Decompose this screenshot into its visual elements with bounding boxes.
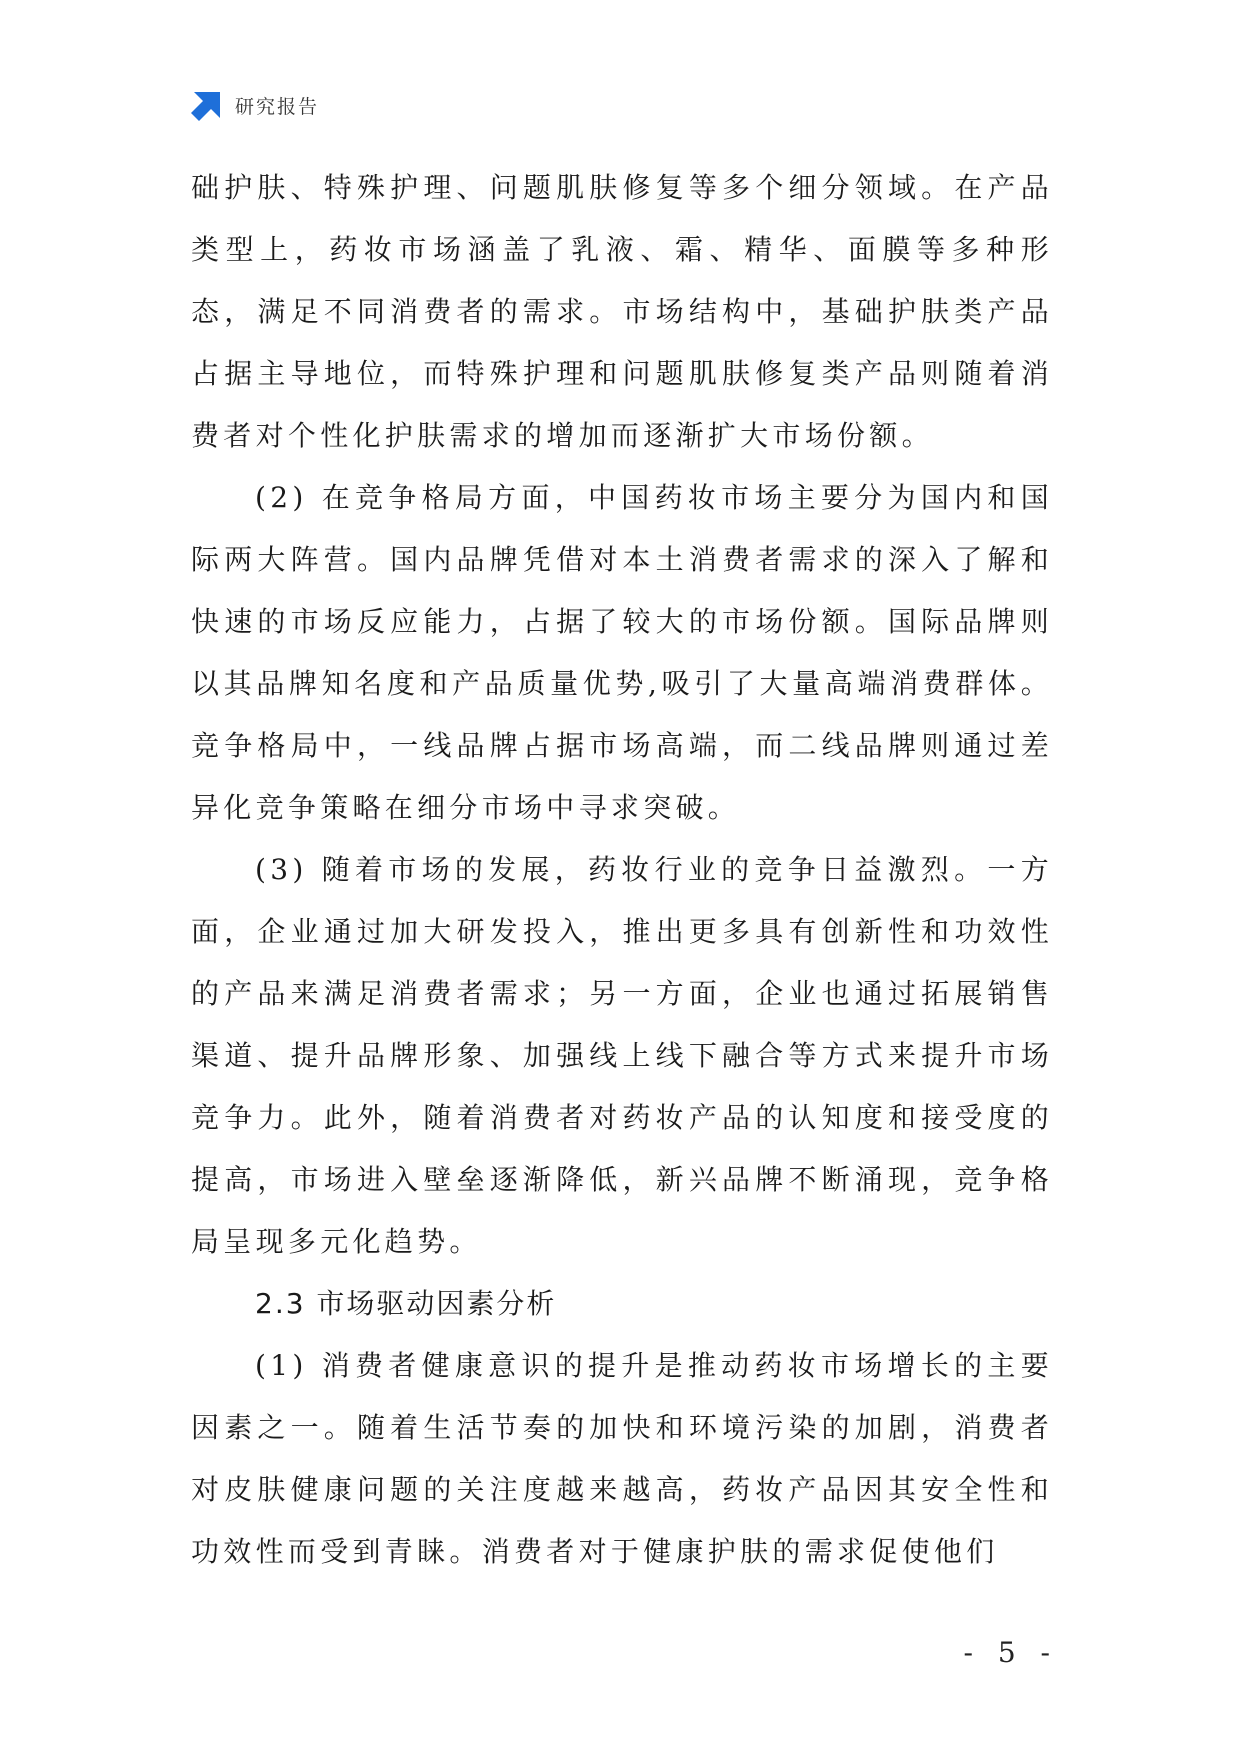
paragraph-health-awareness: (1) 消费者健康意识的提升是推动药妆市场增长的主要因素之一。随着生活节奏的加快和环境污染的加剧，消费者对皮肤健康问题的关注度越来越高，药妆产品因其安全性和功效性而受到青睐。消费者对于健康护肤的需求促使他们 <box>191 1349 1053 1568</box>
paragraph-continued: 础护肤、特殊护理、问题肌肤修复等多个细分领域。在产品类型上，药妆市场涵盖了乳液、霜、精华、面膜等多种形态，满足不同消费者的需求。市场结构中，基础护肤类产品占据主导地位，而特殊护理和问题肌肤修复类产品则随着消费者对个性化护肤需求的增加而逐渐扩大市场份额。 <box>191 171 1053 452</box>
paragraph-competition: (2) 在竞争格局方面，中国药妆市场主要分为国内和国际两大阵营。国内品牌凭借对本土消费者需求的深入了解和快速的市场反应能力，占据了较大的市场份额。国际品牌则以其品牌知名度和产品质量优势,吸引了大量高端消费群体。竞争格局中，一线品牌占据市场高端，而二线品牌则通过差异化竞争策略在细分市场中寻求突破。 <box>191 481 1053 824</box>
arrow-up-right-icon <box>191 89 223 121</box>
section-heading: 2.3 市场驱动因素分析 <box>255 1287 557 1320</box>
report-header <box>191 88 319 122</box>
paragraph-market-development: (3) 随着市场的发展，药妆行业的竞争日益激烈。一方面，企业通过加大研发投入，推出更多具有创新性和功效性的产品来满足消费者需求；另一方面，企业也通过拓展销售渠道、提升品牌形象、加强线上线下融合等方式来提升市场竞争力。此外，随着消费者对药妆产品的认知度和接受度的提高，市场进入壁垒逐渐降低，新兴品牌不断涌现，竞争格局呈现多元化趋势。 <box>191 853 1053 1258</box>
document-body <box>191 157 1053 1583</box>
page-number: - 5 - <box>963 1636 1058 1669</box>
header-label: 研究报告 <box>235 95 320 118</box>
